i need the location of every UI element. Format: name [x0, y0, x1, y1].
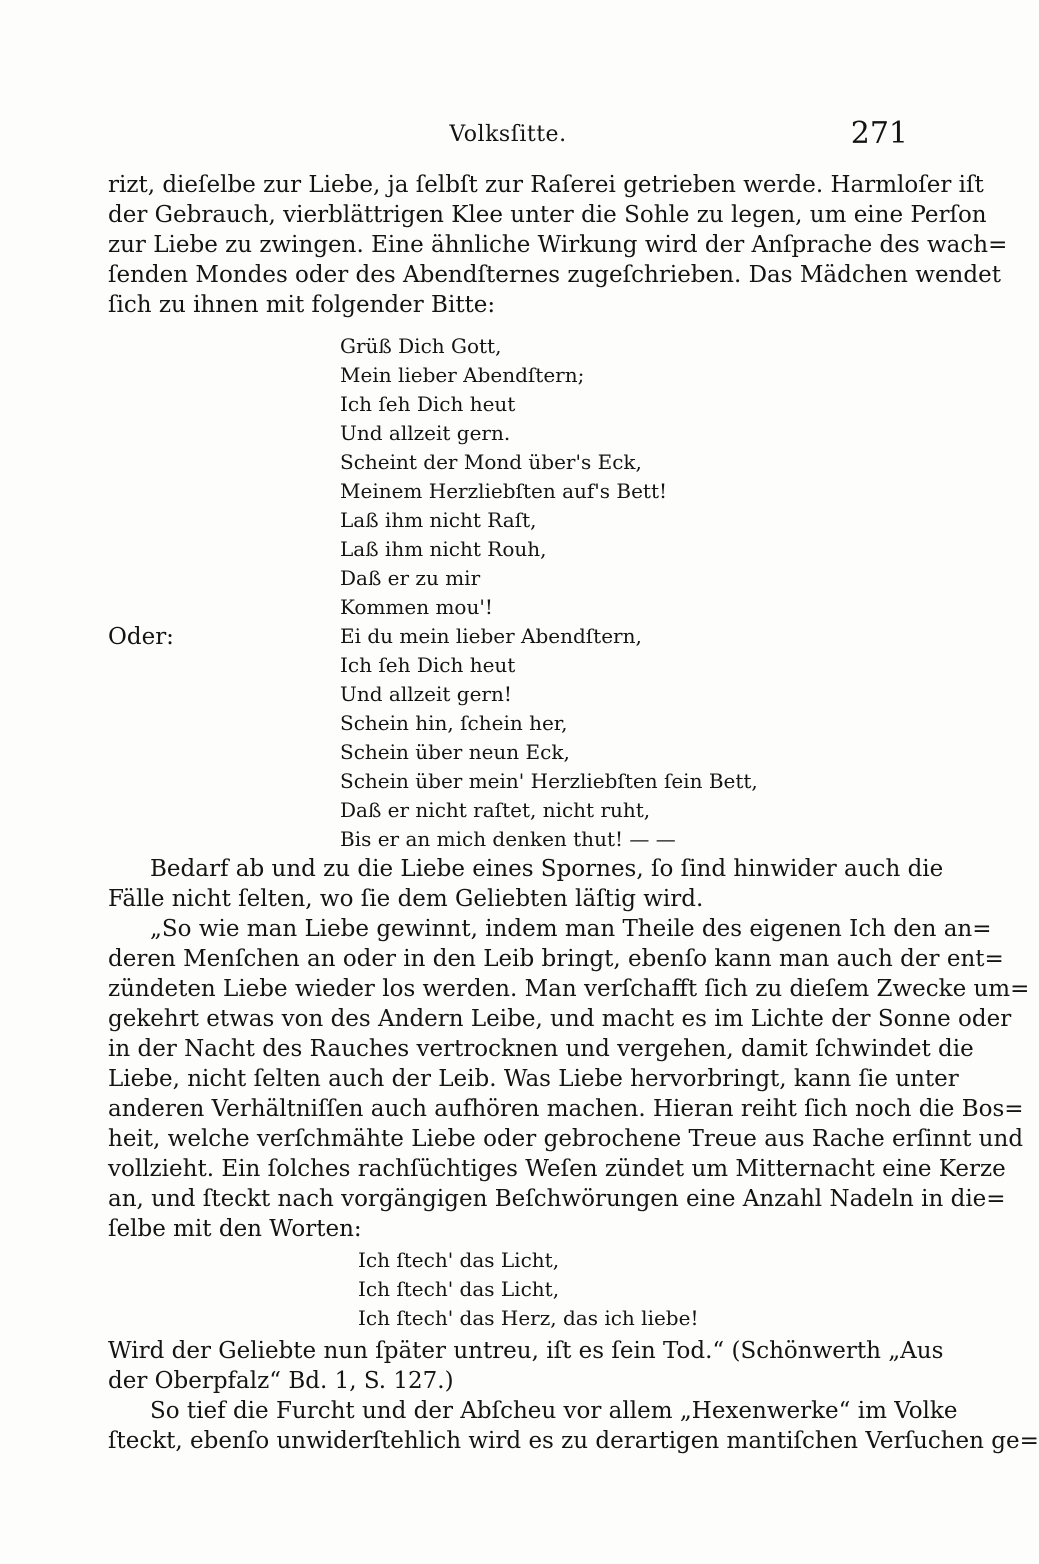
- text-line: an, und ſteckt nach vorgängigen Beſchwörungen eine Anzahl Nadeln in die=: [108, 1186, 1006, 1212]
- verse-line: Scheint der Mond über's Eck,: [340, 450, 642, 474]
- paragraph-5: [108, 1396, 1039, 1456]
- text-line: rizt, dieſelbe zur Liebe, ja ſelbſt zur Raſerei getrieben werde. Harmloſer iſt: [108, 172, 984, 198]
- verse-line: Ich ſtech' das Herz, das ich liebe!: [358, 1306, 699, 1330]
- text-line: zur Liebe zu zwingen. Eine ähnliche Wirkung wird der Anſprache des wach=: [108, 232, 1008, 258]
- paragraph-1: [108, 170, 1008, 320]
- text-line: vollzieht. Ein ſolches rachſüchtiges Weſen zündet um Mitternacht eine Kerze: [108, 1156, 1006, 1182]
- verse-line: Laß ihm nicht Rouh,: [340, 537, 547, 561]
- text-line: deren Menſchen an oder in den Leib bringt, ebenſo kann man auch der ent=: [108, 946, 1004, 972]
- text-line: Wird der Geliebte nun ſpäter untreu, iſt es ſein Tod.“ (Schönwerth „Aus: [108, 1338, 944, 1364]
- verse-line: Schein über mein' Herzliebſten ſein Bett,: [340, 769, 758, 793]
- text-line: ſich zu ihnen mit folgender Bitte:: [108, 292, 496, 318]
- verse-line: Bis er an mich denken thut! — —: [340, 827, 676, 851]
- verse-line: Ei du mein lieber Abendſtern,: [340, 624, 642, 648]
- page-header: [108, 116, 908, 156]
- verse-line: Meinem Herzliebſten auf's Bett!: [340, 479, 668, 503]
- text-line: So tief die Furcht und der Abſcheu vor allem „Hexenwerke“ im Volke: [150, 1398, 958, 1424]
- text-line: Liebe, nicht ſelten auch der Leib. Was Liebe hervorbringt, kann ſie unter: [108, 1066, 959, 1092]
- verse-line: Ich ſeh Dich heut: [340, 392, 516, 416]
- text-line: „So wie man Liebe gewinnt, indem man Theile des eigenen Ich den an=: [150, 916, 992, 942]
- paragraph-2: [108, 854, 944, 914]
- paragraph-3: [108, 914, 1030, 1244]
- verse-line: Daß er nicht raſtet, nicht ruht,: [340, 798, 651, 822]
- text-line: ſenden Mondes oder des Abendſternes zugeſchrieben. Das Mädchen wendet: [108, 262, 1001, 288]
- text-line: gekehrt etwas von des Andern Leibe, und macht es im Lichte der Sonne oder: [108, 1006, 1012, 1032]
- verse-2: [340, 622, 758, 854]
- page-number: 271: [850, 116, 908, 151]
- text-line: heit, welche verſchmähte Liebe oder gebrochene Treue aus Rache erſinnt und: [108, 1126, 1024, 1152]
- text-line: ſteckt, ebenſo unwiderſtehlich wird es zu derartigen mantiſchen Verſuchen ge=: [108, 1428, 1039, 1454]
- text-line: in der Nacht des Rauches vertrocknen und vergehen, damit ſchwindet die: [108, 1036, 974, 1062]
- verse-line: Und allzeit gern.: [340, 421, 511, 445]
- verse-line: Ich ſtech' das Licht,: [358, 1277, 560, 1301]
- verse-line: Ich ſeh Dich heut: [340, 653, 516, 677]
- verse-line: Und allzeit gern!: [340, 682, 512, 706]
- verse-line: Schein hin, ſchein her,: [340, 711, 568, 735]
- verse-line: Ich ſtech' das Licht,: [358, 1248, 560, 1272]
- text-line: ſelbe mit den Worten:: [108, 1216, 362, 1242]
- text-line: zündeten Liebe wieder los werden. Man verſchafft ſich zu dieſem Zwecke um=: [108, 976, 1030, 1002]
- running-title: Volksſitte.: [449, 122, 567, 147]
- oder-label: Oder:: [108, 624, 174, 650]
- verse-line: Laß ihm nicht Raſt,: [340, 508, 537, 532]
- paragraph-4: [108, 1336, 944, 1396]
- text-line: anderen Verhältniſſen auch aufhören machen. Hieran reiht ſich noch die Bos=: [108, 1096, 1024, 1122]
- text-line: der Oberpfalz“ Bd. 1, S. 127.): [108, 1368, 454, 1394]
- text-line: der Gebrauch, vierblättrigen Klee unter die Sohle zu legen, um eine Perſon: [108, 202, 987, 228]
- verse-line: Grüß Dich Gott,: [340, 334, 502, 358]
- verse-line: Schein über neun Eck,: [340, 740, 570, 764]
- verse-1: [340, 332, 667, 622]
- verse-line: Mein lieber Abendſtern;: [340, 363, 585, 387]
- text-line: Bedarf ab und zu die Liebe eines Spornes, ſo ſind hinwider auch die: [150, 856, 944, 882]
- text-line: Fälle nicht ſelten, wo ſie dem Geliebten läſtig wird.: [108, 886, 704, 912]
- verse-line: Kommen mou'!: [340, 595, 493, 619]
- verse-line: Daß er zu mir: [340, 566, 481, 590]
- verse-3: [358, 1246, 698, 1333]
